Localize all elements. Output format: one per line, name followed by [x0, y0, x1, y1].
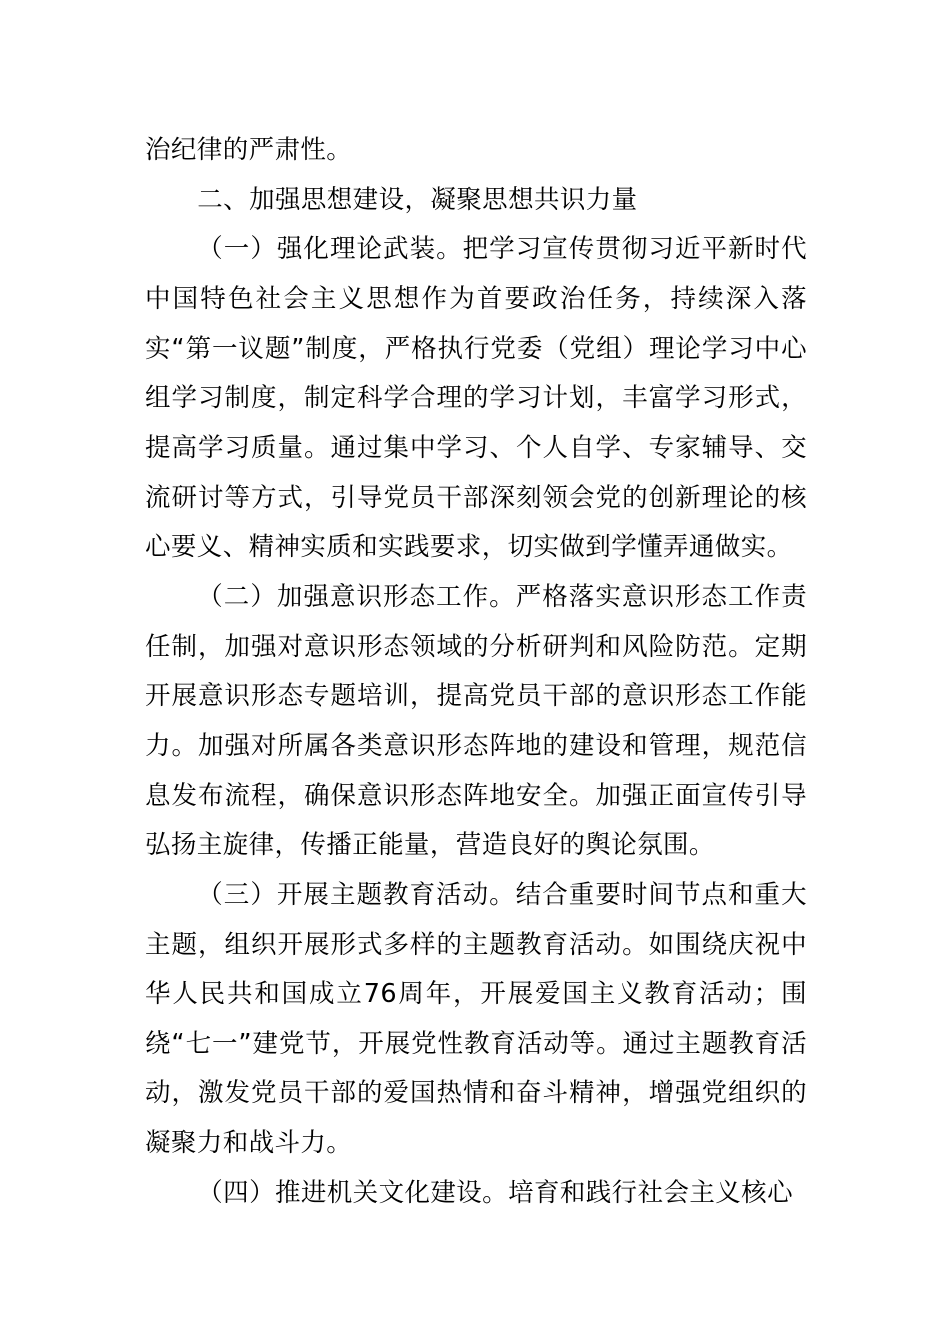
- paragraph-continuation: 治纪律的严肃性。: [145, 135, 353, 165]
- paragraph-theory-study: （一）强化理论武装。把学习宣传贯彻习近平新时代中国特色社会主义思想作为首要政治任务，持续深入落实“第一议题”制度，严格执行党委（党组）理论学习中心组学习制度，制定科学合理的学习计划，丰富学习形式，提高学习质量。通过集中学习、个人自学、专家辅导、交流研讨等方式，引导党员干部深刻领会党的创新理论的核心要义、精神实质和实践要求，切实做到学懂弄通做实。: [145, 234, 807, 563]
- document-body: [145, 126, 807, 1218]
- paragraph-organ-culture: （四）推进机关文化建设。培育和践行社会主义核心: [197, 1177, 793, 1208]
- paragraph-ideology-work: （二）加强意识形态工作。严格落实意识形态工作责任制，加强对意识形态领域的分析研判和风险防范。定期开展意识形态专题培训，提高党员干部的意识形态工作能力。加强对所属各类意识形态阵地的建设和管理，规范信息发布流程，确保意识形态阵地安全。加强正面宣传引导弘扬主旋律，传播正能量，营造良好的舆论氛围。: [145, 581, 807, 861]
- paragraph-theme-education: （三）开展主题教育活动。结合重要时间节点和重大主题，组织开展形式多样的主题教育活动。如围绕庆祝中华人民共和国成立76周年，开展爱国主义教育活动；围绕“七一”建党节，开展党性教育活动等。通过主题教育活动，激发党员干部的爱国热情和奋斗精神，增强党组织的凝聚力和战斗力。: [145, 879, 807, 1159]
- section-heading: 二、加强思想建设，凝聚思想共识力量: [197, 184, 638, 215]
